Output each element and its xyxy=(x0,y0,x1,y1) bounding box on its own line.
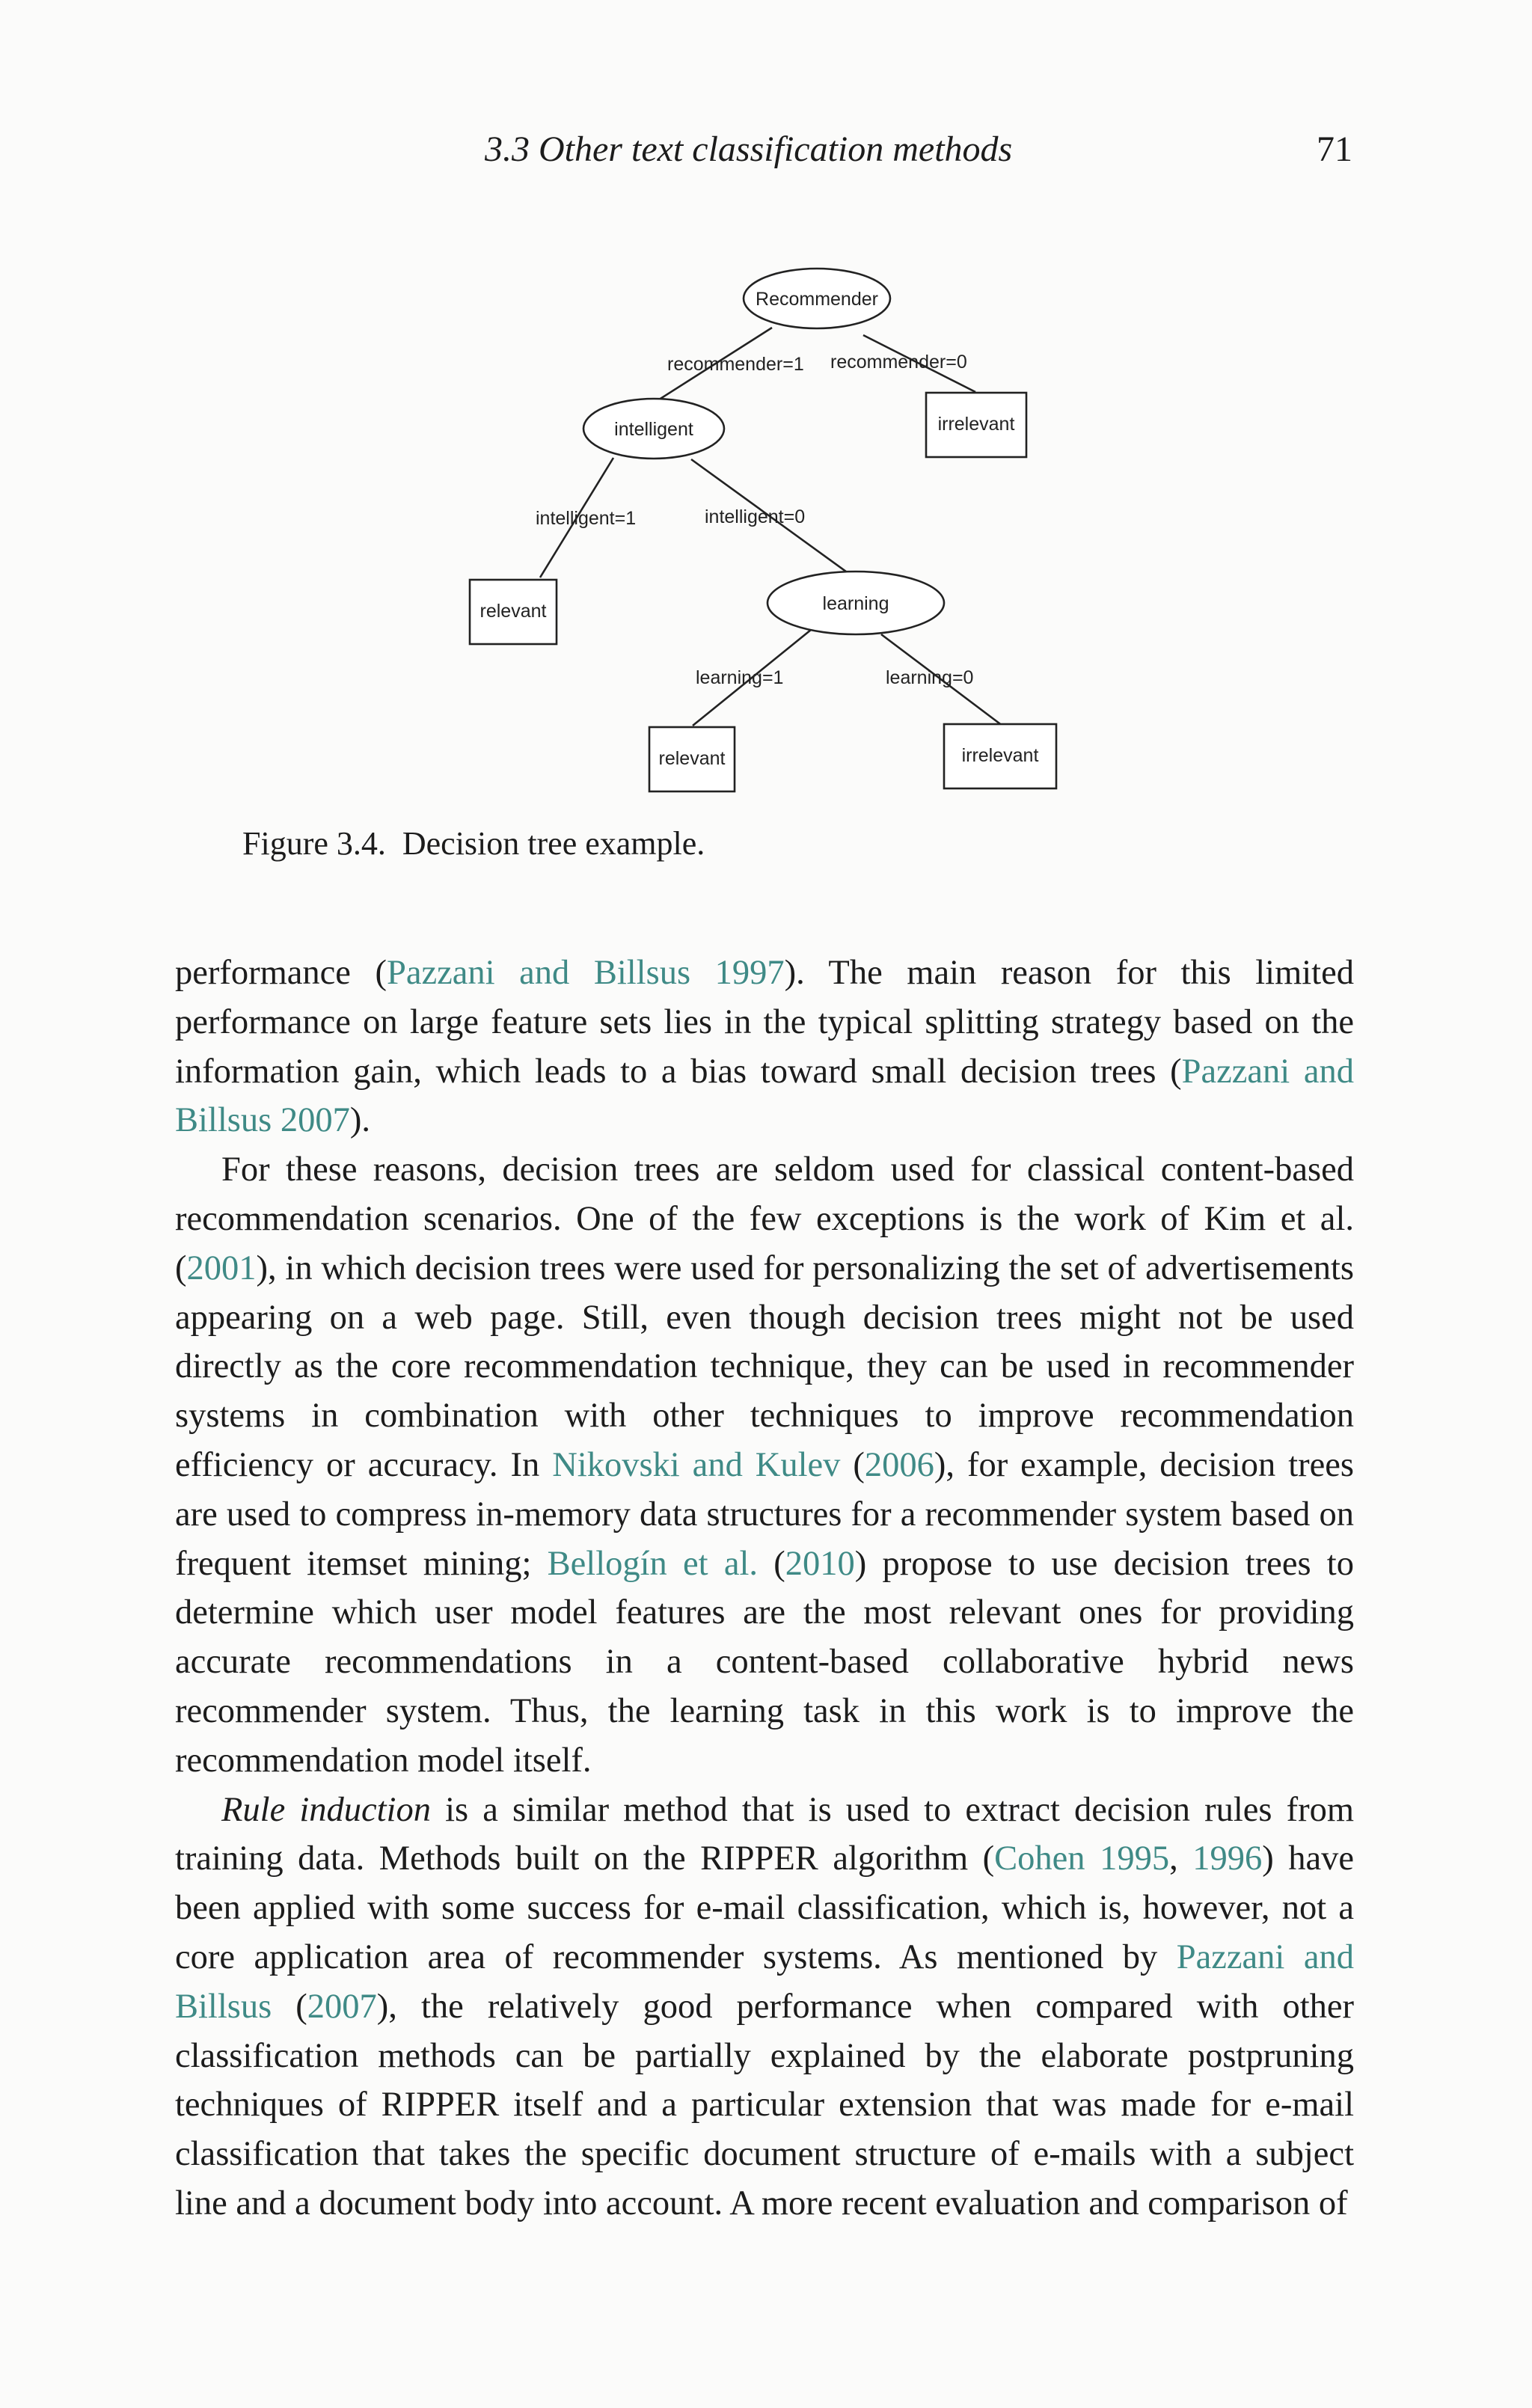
citation-link[interactable]: Pazzani and Billsus xyxy=(175,1937,1354,2026)
text-run: ), the relatively good performance when compared with other classification methods can be partially explained by the elaborate postpruning techniques of RIPPER itself and a particular extension that was made for e-mail classification that takes the specific document structure of e-mails with a subject line and a document body into account. A more recent evaluation and comparison of xyxy=(175,1987,1354,2222)
text-run: ) have been applied with some success for e-mail classification, which is, however, not a core application area of recommender systems. As mentioned by xyxy=(175,1839,1355,1976)
edge-label-intelligent-0: intelligent=0 xyxy=(705,506,806,527)
text-run: ( xyxy=(758,1544,785,1583)
text-run: , xyxy=(1169,1839,1193,1878)
edge-label-recommender-0: recommender=0 xyxy=(830,352,967,373)
citation-link[interactable]: Cohen 1995 xyxy=(994,1839,1170,1878)
node-intelligent-label: intelligent xyxy=(614,419,693,440)
text-run: ), for example, decision trees are used to compress in-memory data structures for a recommender system based on frequent itemset mining; xyxy=(175,1445,1355,1583)
node-recommender-label: Recommender xyxy=(756,289,878,310)
text-run: ). The main reason for this limited performance on large feature sets lies in the typical splitting strategy based on the information gain, which leads to a bias toward small decision trees ( xyxy=(175,954,1354,1091)
leaf-relevant-2-label: relevant xyxy=(658,748,726,769)
leaf-irrelevant-2-label: irrelevant xyxy=(961,745,1039,766)
text-run: performance ( xyxy=(175,954,387,992)
node-learning-label: learning xyxy=(822,593,889,614)
citation-link[interactable]: Pazzani and Billsus 1997 xyxy=(386,954,785,992)
figure-caption: Figure 3.4. Decision tree example. xyxy=(242,825,705,862)
citation-link[interactable]: Pazzani and Billsus 2007 xyxy=(175,1052,1354,1140)
edge-label-learning-1: learning=1 xyxy=(696,667,784,688)
text-run: ( xyxy=(840,1445,865,1484)
emphasis-term: Rule induction xyxy=(221,1790,431,1829)
citation-link[interactable]: 2001 xyxy=(186,1249,257,1287)
text-run: ), in which decision trees were used for personalizing the set of advertisements appearing on a web page. Still, even though decision trees might not be used directly as the core recommendation technique, they can be used in recommender systems in combination with other techniques to improve recommendation efficiency or accuracy. In xyxy=(175,1249,1354,1484)
text-run: ) propose to use decision trees to determine which user model features are the most relevant ones for providing accurate recommendations in a content-based collaborative hybrid news recommender system. Thus, the learning task in this work is to improve the recommendation model itself. xyxy=(175,1544,1354,1780)
leaf-irrelevant-1-label: irrelevant xyxy=(937,414,1015,435)
citation-link[interactable]: 1996 xyxy=(1192,1839,1263,1878)
paragraph-1 xyxy=(175,949,1354,1145)
paragraph-3 xyxy=(175,1786,1354,2228)
citation-link[interactable]: Bellogín et al. xyxy=(547,1544,759,1583)
citation-link[interactable]: Nikovski and Kulev xyxy=(552,1445,841,1484)
citation-link[interactable]: 2007 xyxy=(307,1987,377,2026)
text-run: ). xyxy=(349,1101,370,1140)
edge-label-learning-0: learning=0 xyxy=(886,667,974,688)
edge-label-intelligent-1: intelligent=1 xyxy=(536,508,637,529)
decision-tree-figure xyxy=(0,0,1532,823)
citation-link[interactable]: 2010 xyxy=(785,1544,855,1583)
running-head-title: 3.3 Other text classification methods xyxy=(485,129,1013,169)
text-run: ( xyxy=(272,1987,307,2026)
body-text xyxy=(175,949,1354,2228)
citation-link[interactable]: 2006 xyxy=(864,1445,934,1484)
text-run: is a similar method that is used to extract decision rules from training data. Methods built on the RIPPER algorithm ( xyxy=(175,1790,1355,1878)
leaf-relevant-1-label: relevant xyxy=(479,601,547,622)
text-run: For these reasons, decision trees are seldom used for classical content-based recommendation scenarios. One of the few exceptions is the work of Kim et al. ( xyxy=(175,1151,1354,1287)
page-number: 71 xyxy=(1317,129,1352,169)
edge-label-recommender-1: recommender=1 xyxy=(667,354,804,375)
paragraph-2 xyxy=(175,1145,1354,1785)
